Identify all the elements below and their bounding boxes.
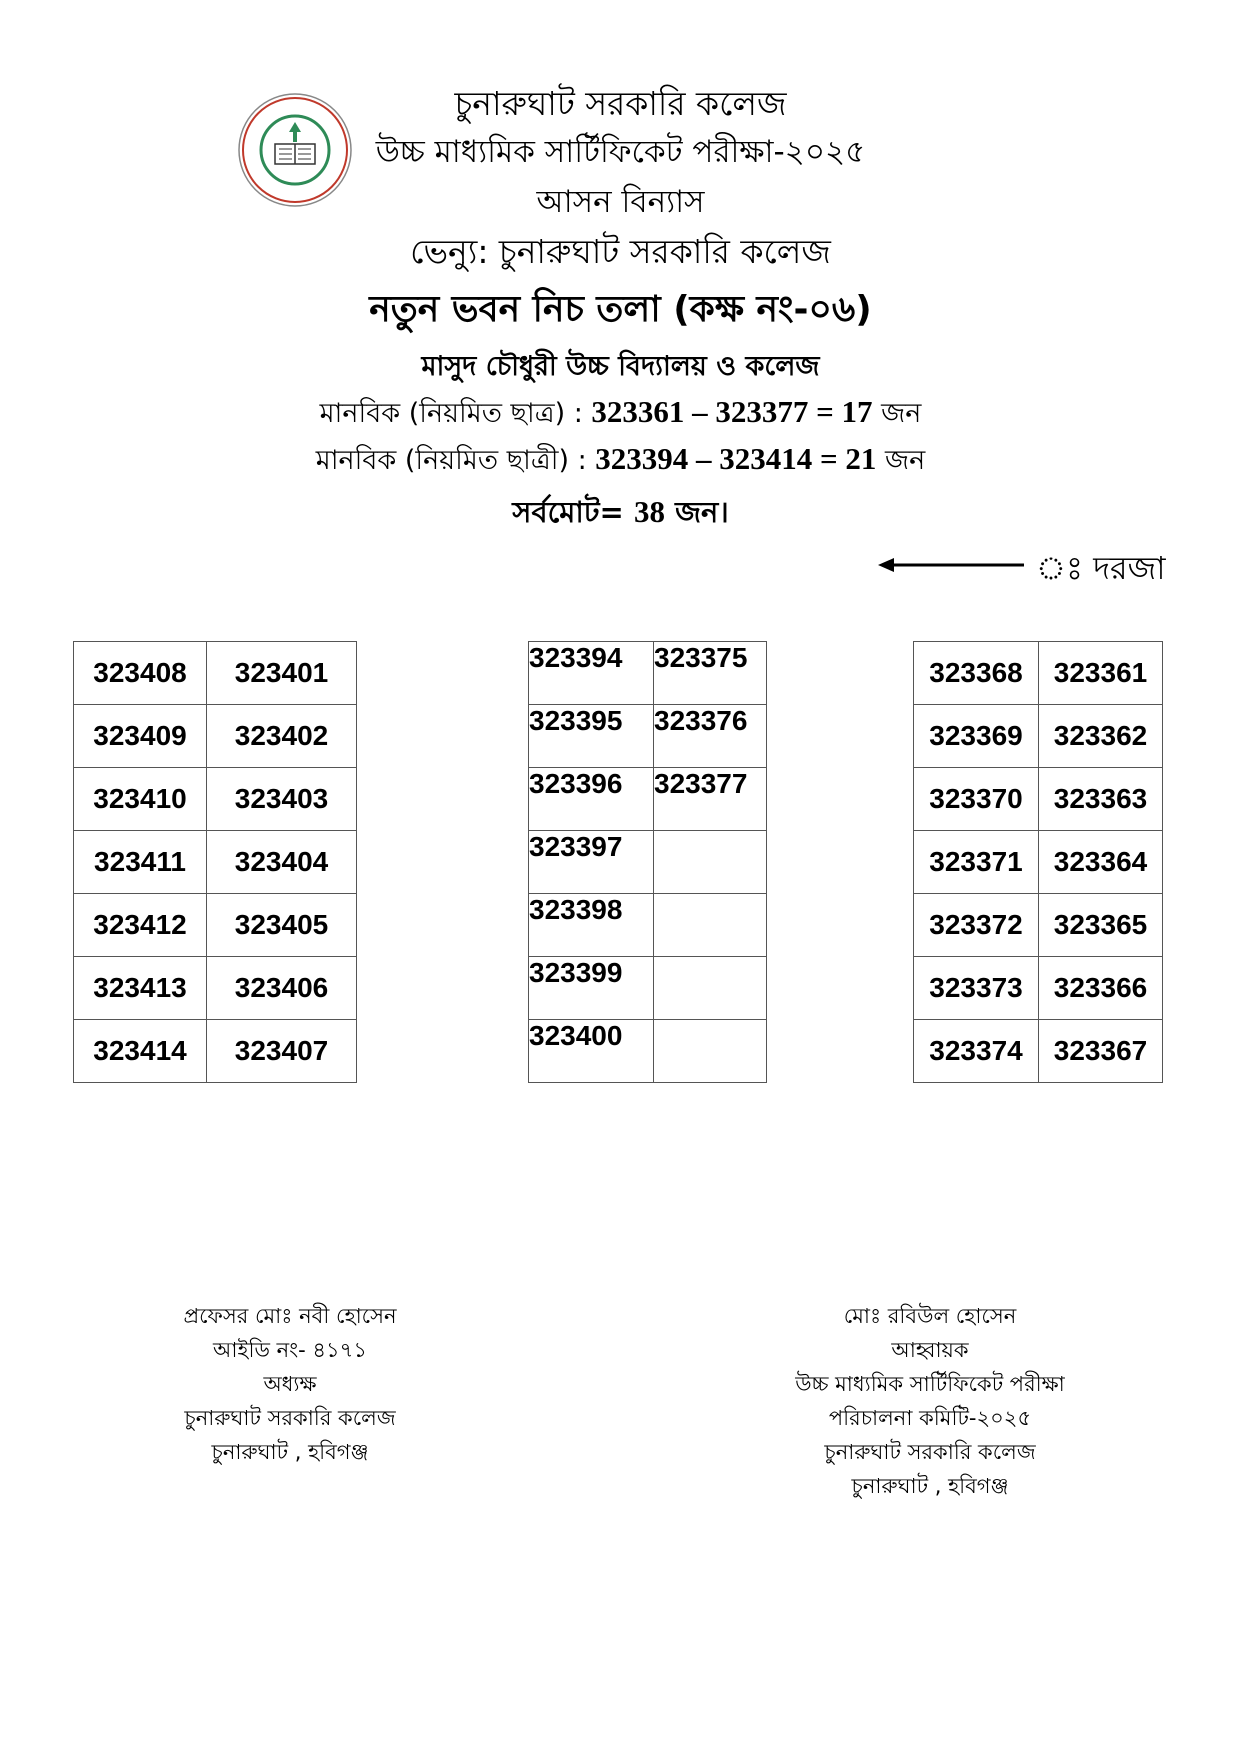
seat-roll-cell: 323377 bbox=[654, 768, 767, 831]
seat-roll-cell: 323398 bbox=[529, 894, 654, 957]
signature-block-principal bbox=[150, 1299, 430, 1469]
door-label: ঃ দরজা bbox=[1036, 549, 1166, 587]
seat-roll-cell: 323367 bbox=[1039, 1020, 1163, 1083]
seat-roll-cell: 323403 bbox=[207, 768, 357, 831]
seat-roll-cell: 323395 bbox=[529, 705, 654, 768]
group-unit: জন bbox=[872, 398, 922, 429]
seat-roll-cell: 323363 bbox=[1039, 768, 1163, 831]
table-row bbox=[529, 894, 767, 957]
seat-roll-cell bbox=[654, 831, 767, 894]
table-row bbox=[529, 705, 767, 768]
signature-title: আহ্বায়ক bbox=[891, 1338, 969, 1362]
signature-org: চুনারুঘাট সরকারি কলেজ bbox=[184, 1406, 396, 1430]
group-line-male bbox=[0, 393, 1241, 438]
seat-roll-cell: 323371 bbox=[914, 831, 1039, 894]
seat-roll-cell: 323401 bbox=[207, 642, 357, 705]
seat-table-middle bbox=[528, 641, 767, 1083]
signature-title: অধ্যক্ষ bbox=[263, 1372, 317, 1396]
table-row bbox=[529, 957, 767, 1020]
seat-roll-cell: 323366 bbox=[1039, 957, 1163, 1020]
seat-roll-cell: 323397 bbox=[529, 831, 654, 894]
table-row bbox=[914, 642, 1163, 705]
seat-roll-cell: 323413 bbox=[74, 957, 207, 1020]
seat-roll-cell: 323365 bbox=[1039, 894, 1163, 957]
seat-roll-cell: 323369 bbox=[914, 705, 1039, 768]
group-label: মানবিক (নিয়মিত ছাত্রী) : bbox=[315, 445, 596, 476]
group-line-female bbox=[0, 440, 1241, 485]
seat-table-right bbox=[913, 641, 1163, 1083]
seat-roll-cell bbox=[654, 1020, 767, 1083]
institution-name: মাসুদ চৌধুরী উচ্চ বিদ্যালয় ও কলেজ bbox=[421, 351, 820, 382]
table-row bbox=[914, 957, 1163, 1020]
table-row bbox=[529, 1020, 767, 1083]
seat-roll-cell: 323404 bbox=[207, 831, 357, 894]
table-row bbox=[74, 831, 357, 894]
table-row bbox=[914, 831, 1163, 894]
seat-roll-cell: 323402 bbox=[207, 705, 357, 768]
signature-committee: উচ্চ মাধ্যমিক সার্টিফিকেট পরীক্ষা bbox=[795, 1372, 1065, 1396]
table-row bbox=[914, 768, 1163, 831]
seat-roll-cell: 323375 bbox=[654, 642, 767, 705]
signature-location: চুনারুঘাট , হবিগঞ্জ bbox=[211, 1440, 369, 1464]
seat-roll-cell: 323374 bbox=[914, 1020, 1039, 1083]
document-title: আসন বিন্যাস bbox=[536, 184, 705, 220]
college-name: চুনারুঘাট সরকারি কলেজ bbox=[454, 84, 787, 123]
total-unit: জন। bbox=[664, 495, 729, 529]
seat-roll-cell: 323362 bbox=[1039, 705, 1163, 768]
table-row bbox=[529, 642, 767, 705]
seat-roll-cell: 323399 bbox=[529, 957, 654, 1020]
seat-roll-cell bbox=[654, 957, 767, 1020]
table-row bbox=[74, 1020, 357, 1083]
venue-line: ভেন্যু: চুনারুঘাট সরকারি কলেজ bbox=[410, 232, 831, 271]
signature-name: মোঃ রবিউল হোসেন bbox=[843, 1304, 1017, 1328]
room-heading: নতুন ভবন নিচ তলা (কক্ষ নং-০৬) bbox=[369, 289, 872, 330]
total-line bbox=[0, 490, 1241, 539]
exam-title: উচ্চ মাধ্যমিক সার্টিফিকেট পরীক্ষা-২০২৫ bbox=[375, 134, 866, 170]
total-value: 38 bbox=[633, 494, 665, 529]
seat-roll-cell: 323361 bbox=[1039, 642, 1163, 705]
group-range: 323361 – 323377 = 17 bbox=[591, 394, 873, 429]
seat-roll-cell: 323405 bbox=[207, 894, 357, 957]
seat-roll-cell: 323376 bbox=[654, 705, 767, 768]
seat-roll-cell: 323411 bbox=[74, 831, 207, 894]
seat-roll-cell: 323364 bbox=[1039, 831, 1163, 894]
seat-roll-cell: 323372 bbox=[914, 894, 1039, 957]
seat-roll-cell: 323406 bbox=[207, 957, 357, 1020]
signature-location: চুনারুঘাট , হবিগঞ্জ bbox=[851, 1474, 1009, 1498]
seat-roll-cell: 323394 bbox=[529, 642, 654, 705]
seat-roll-cell: 323410 bbox=[74, 768, 207, 831]
table-row bbox=[914, 894, 1163, 957]
seat-roll-cell: 323412 bbox=[74, 894, 207, 957]
seat-roll-cell: 323400 bbox=[529, 1020, 654, 1083]
left-arrow-icon bbox=[876, 543, 1026, 583]
seat-roll-cell: 323370 bbox=[914, 768, 1039, 831]
seat-roll-cell: 323414 bbox=[74, 1020, 207, 1083]
table-row bbox=[74, 957, 357, 1020]
group-range: 323394 – 323414 = 21 bbox=[595, 441, 877, 476]
table-row bbox=[74, 642, 357, 705]
signature-id: আইডি নং- ৪১৭১ bbox=[213, 1338, 367, 1362]
group-label: মানবিক (নিয়মিত ছাত্র) : bbox=[319, 398, 592, 429]
table-row bbox=[914, 1020, 1163, 1083]
seat-roll-cell: 323407 bbox=[207, 1020, 357, 1083]
seat-roll-cell: 323409 bbox=[74, 705, 207, 768]
seat-roll-cell bbox=[654, 894, 767, 957]
table-row bbox=[74, 705, 357, 768]
signature-block-convener bbox=[770, 1299, 1090, 1503]
table-row bbox=[74, 768, 357, 831]
signature-name: প্রফেসর মোঃ নবী হোসেন bbox=[183, 1304, 397, 1328]
door-indicator bbox=[876, 543, 1166, 587]
signature-committee-year: পরিচালনা কমিটি-২০২৫ bbox=[828, 1406, 1032, 1430]
total-label: সর্বমোট= bbox=[512, 495, 634, 529]
seat-roll-cell: 323373 bbox=[914, 957, 1039, 1020]
seat-roll-cell: 323396 bbox=[529, 768, 654, 831]
seat-roll-cell: 323368 bbox=[914, 642, 1039, 705]
group-unit: জন bbox=[876, 445, 926, 476]
table-row bbox=[529, 831, 767, 894]
seat-roll-cell: 323408 bbox=[74, 642, 207, 705]
seat-table-left bbox=[73, 641, 357, 1083]
table-row bbox=[529, 768, 767, 831]
table-row bbox=[74, 894, 357, 957]
signature-org: চুনারুঘাট সরকারি কলেজ bbox=[824, 1440, 1036, 1464]
table-row bbox=[914, 705, 1163, 768]
